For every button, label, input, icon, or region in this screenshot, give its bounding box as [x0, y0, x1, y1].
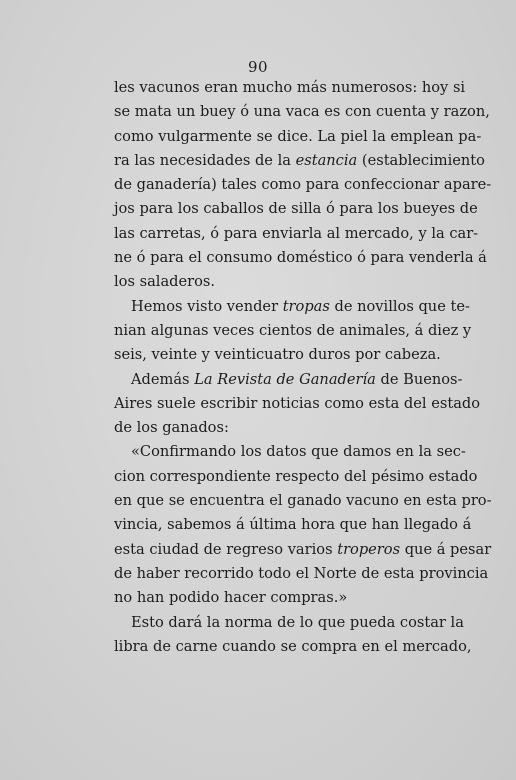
text-line — [114, 319, 472, 343]
italic-term: troperos — [337, 540, 401, 558]
text-line — [114, 246, 487, 270]
text-run: Esto dará la norma de lo que pueda costar la — [131, 613, 464, 631]
paragraph — [114, 611, 472, 660]
body-text — [114, 76, 492, 659]
page-number: 90 — [247, 58, 269, 76]
text-run: de ganadería) tales como para confeccionar apare- — [114, 176, 492, 194]
text-run: esta ciudad de regreso varios — [114, 540, 338, 558]
text-line — [114, 295, 470, 319]
text-run: Además — [131, 370, 195, 388]
paragraph — [114, 368, 481, 441]
text-run: de Buenos- — [375, 370, 463, 388]
text-line — [114, 173, 492, 197]
text-run: ra las necesidades de la — [114, 151, 296, 169]
italic-term: La Revista de Ganadería — [194, 370, 376, 388]
text-line — [114, 76, 466, 100]
text-line — [114, 270, 456, 294]
text-line — [114, 149, 485, 173]
text-line — [114, 465, 478, 489]
text-run: de haber recorrido todo el Norte de esta provincia — [114, 564, 489, 582]
text-run: se mata un buey ó una vaca es con cuenta y razon, — [114, 103, 490, 121]
text-run: jos para los caballos de silla ó para los bueyes de — [114, 200, 478, 218]
text-run: vincia, sabemos á última hora que han llegado á — [114, 516, 472, 534]
text-run: como vulgarmente se dice. La piel la emplean pa- — [114, 127, 482, 145]
text-run: no han podido hacer compras.» — [114, 589, 348, 607]
text-run: libra de carne cuando se compra en el mercado, — [114, 637, 472, 655]
italic-term: estancia — [295, 151, 358, 169]
text-line — [114, 125, 482, 149]
text-run: seis, veinte y veinticuatro duros por cabeza. — [114, 346, 441, 364]
text-run: que á pesar — [400, 540, 492, 558]
paragraph — [114, 440, 492, 610]
text-run: (establecimiento — [357, 151, 485, 169]
text-line — [114, 222, 479, 246]
text-line — [114, 562, 489, 586]
text-line — [114, 635, 472, 659]
text-line — [114, 392, 481, 416]
text-run: en que se encuentra el ganado vacuno en esta pro- — [114, 492, 492, 510]
text-line — [114, 100, 490, 124]
text-run: de los ganados: — [114, 419, 229, 437]
text-run: Aires suele escribir noticias como esta del estado — [114, 394, 481, 412]
text-line — [114, 416, 456, 440]
text-run: de novillos que te- — [329, 297, 470, 315]
paragraph — [114, 295, 472, 368]
text-run: las carretas, ó para enviarla al mercado, y la car- — [114, 224, 479, 242]
text-line — [114, 440, 466, 464]
text-line — [114, 513, 472, 537]
text-run: «Confirmando los datos que damos en la sec- — [131, 443, 466, 461]
text-line — [114, 611, 464, 635]
text-run: Hemos visto vender — [131, 297, 283, 315]
text-line — [114, 368, 463, 392]
text-run: ne ó para el consumo doméstico ó para venderla á — [114, 249, 487, 267]
text-run: cion correspondiente respecto del pésimo estado — [114, 467, 478, 485]
text-line — [114, 489, 492, 513]
text-run: nian algunas veces cientos de animales, á diez y — [114, 321, 472, 339]
text-run: los saladeros. — [114, 273, 216, 291]
text-line — [114, 343, 456, 367]
text-line — [114, 197, 478, 221]
text-line — [114, 538, 492, 562]
italic-term: tropas — [282, 297, 330, 315]
text-run: les vacunos eran mucho más numerosos: hoy si — [114, 79, 466, 96]
text-line — [114, 586, 456, 610]
paragraph — [114, 76, 492, 295]
